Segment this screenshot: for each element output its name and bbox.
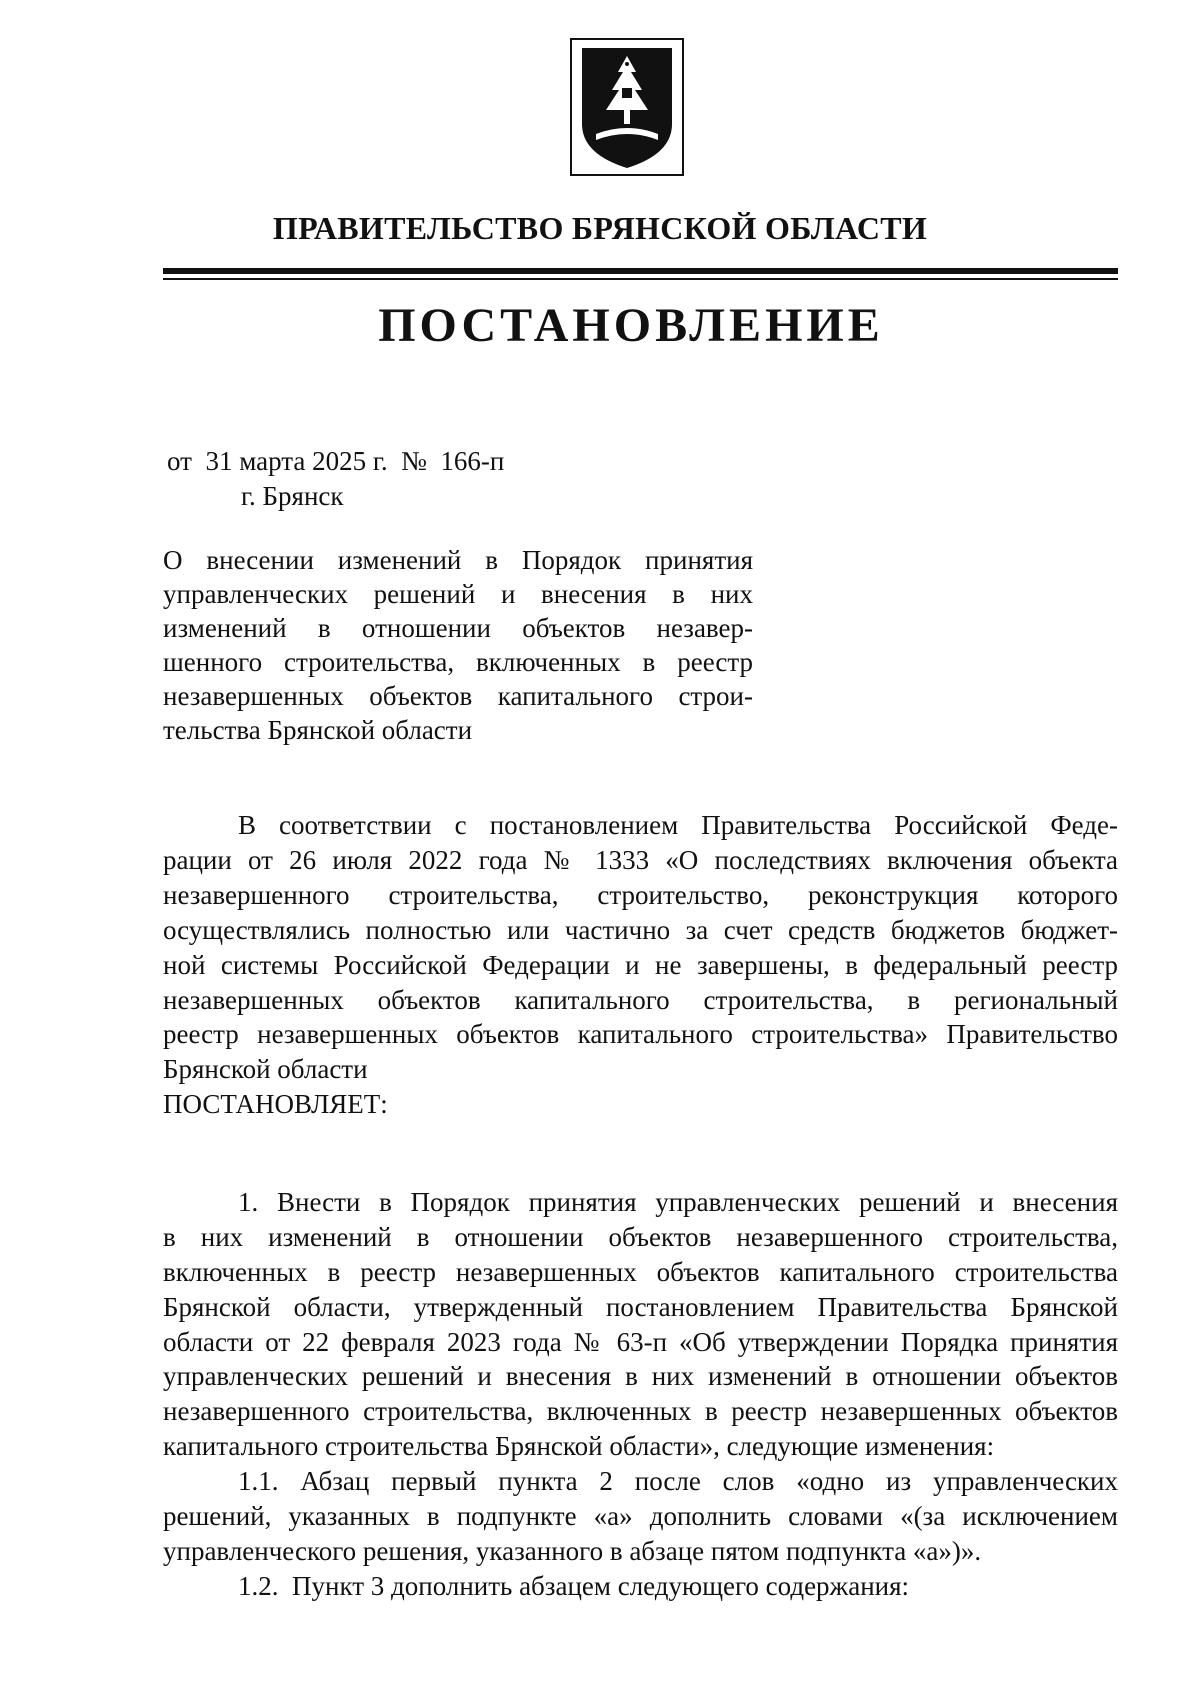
point1-1-line: управленческого решения, указанного в абзаце пятом подпункта «а»)». — [163, 1536, 982, 1566]
point1-line: в них изменений в отношении объектов незавершенного строительства, — [163, 1222, 1118, 1252]
point1-line: включенных в реестр незавершенных объектов капитального строительства — [163, 1257, 1118, 1287]
subject-line: незавершенных объектов капитального строи- — [163, 681, 753, 711]
subject-line: О внесении изменений в Порядок принятия — [163, 545, 753, 575]
point1-line: области от 22 февраля 2023 года № 63-п «Об утверждении Порядка принятия — [163, 1327, 1118, 1357]
preamble-line: В соответствии с постановлением Правительства Российской Феде- — [238, 810, 1118, 840]
point1-1-line: решений, указанных в подпункте «а» дополнить словами «(за исключением — [163, 1501, 1118, 1531]
preamble-line: Брянской области — [163, 1054, 368, 1084]
preamble-line: рации от 26 июля 2022 года № 1333 «О последствиях включения объекта — [163, 845, 1118, 875]
point1-line: 1. Внести в Порядок принятия управленческих решений и внесения — [238, 1187, 1118, 1217]
point1-line: управленческих решений и внесения в них изменений в отношении объектов — [163, 1361, 1118, 1391]
preamble-line: незавершенного строительства, строительство, реконструкция которого — [163, 880, 1118, 910]
document-date-number: от 31 марта 2025 г. № 166-п — [167, 446, 505, 476]
preamble-line: ной системы Российской Федерации и не завершены, в федеральный реестр — [163, 950, 1118, 980]
preamble-line: незавершенных объектов капитального строительства, в региональный — [163, 985, 1118, 1015]
preamble-line: осуществлялись полностью или частично за счет средств бюджетов бюджет- — [163, 915, 1118, 945]
document-type-title: ПОСТАНОВЛЕНИЕ — [378, 299, 884, 352]
subject-line: шенного строительства, включенных в реестр — [163, 647, 753, 677]
header-rule-thick — [163, 268, 1118, 274]
point1-line: капитального строительства Брянской области», следующие изменения: — [163, 1431, 995, 1461]
header-rule-thin — [163, 278, 1118, 280]
decree-word: ПОСТАНОВЛЯЕТ: — [163, 1089, 388, 1119]
point1-line: незавершенного строительства, включенных в реестр незавершенных объектов — [163, 1396, 1118, 1426]
coat-of-arms-icon — [570, 38, 684, 176]
subject-line: изменений в отношении объектов незавер- — [163, 613, 753, 643]
point1-2-line: 1.2. Пункт 3 дополнить абзацем следующего содержания: — [238, 1571, 910, 1601]
point1-line: Брянской области, утвержденный постановлением Правительства Брянской — [163, 1292, 1118, 1322]
subject-line: управленческих решений и внесения в них — [163, 579, 753, 609]
subject-line: тельства Брянской области — [163, 715, 473, 745]
document-city: г. Брянск — [241, 481, 344, 511]
government-title: ПРАВИТЕЛЬСТВО БРЯНСКОЙ ОБЛАСТИ — [272, 210, 928, 246]
point1-1-line: 1.1. Абзац первый пункта 2 после слов «одно из управленческих — [238, 1466, 1118, 1496]
preamble-line: реестр незавершенных объектов капитального строительства» Правительство — [163, 1019, 1118, 1049]
